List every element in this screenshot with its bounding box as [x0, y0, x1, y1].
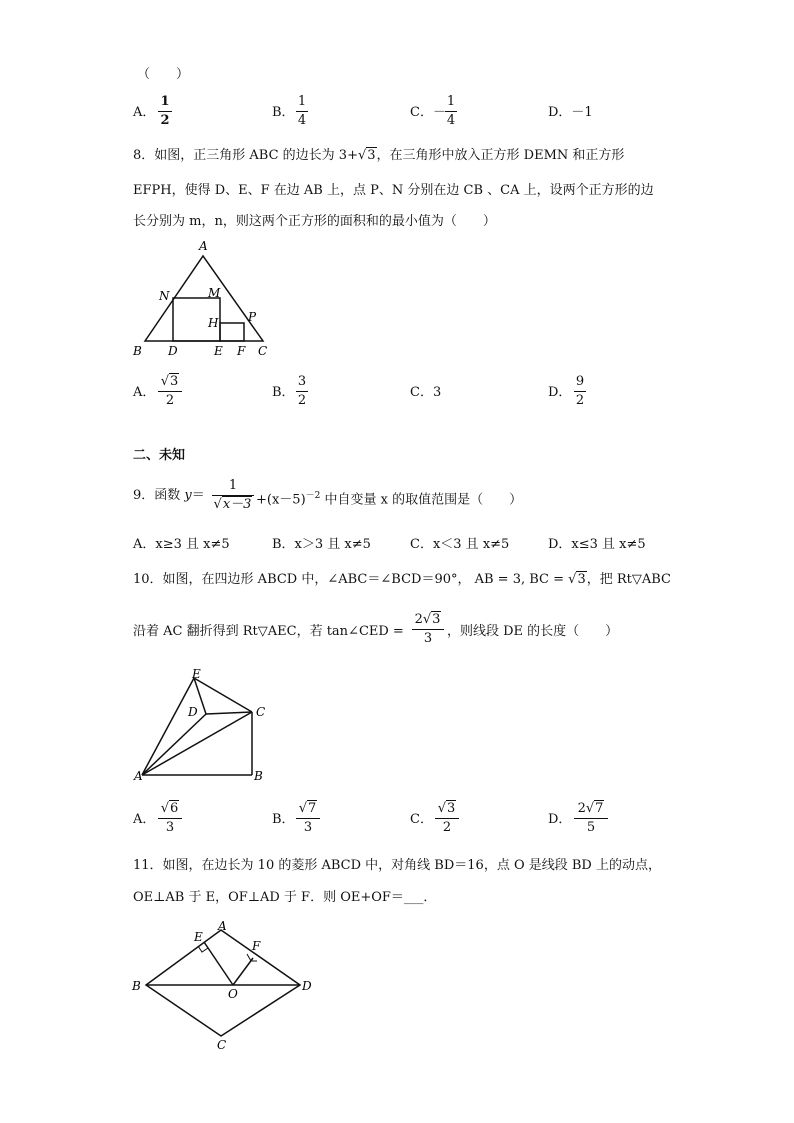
- q10-line1-part2: ，把 Rt▽ABC: [586, 572, 672, 587]
- q11-label-f: F: [252, 939, 261, 953]
- q8-option-a-den: 2: [165, 393, 175, 408]
- q11-line1: 11．如图，在边长为 10 的菱形 ABCD 中，对角线 BD＝16，点 O 是线段 BD 上的动点，: [133, 858, 661, 873]
- q8-option-b-num: 3: [297, 374, 307, 389]
- q7-option-c-num: 1: [446, 94, 456, 109]
- q9-option-b: B．x＞3 且 x≠5: [272, 537, 371, 552]
- q8-figure: [128, 236, 278, 364]
- q8-option-d-fraction: [574, 374, 586, 409]
- q9-den: √x－3: [213, 497, 252, 512]
- q10-option-b-den: 3: [303, 820, 313, 835]
- q10-option-c-label: C．: [410, 812, 433, 827]
- q11-label-c: C: [217, 1038, 227, 1050]
- q10-option-d-den: 5: [586, 820, 596, 835]
- q7-option-a-label: A．: [133, 105, 156, 120]
- q8-label-p: P: [248, 310, 257, 324]
- q9-prefix: [133, 487, 205, 505]
- q10-option-b-sqrt: 7: [308, 801, 317, 816]
- q11-label-b: B: [132, 979, 141, 993]
- q9-y: y: [184, 488, 192, 503]
- q8-label-h: H: [208, 316, 219, 330]
- q10-tan-den: 3: [423, 631, 433, 646]
- q9-den-sqrt: x－3: [222, 497, 252, 512]
- q9-option-d: D．x≤3 且 x≠5: [548, 537, 646, 552]
- q10-option-d-sqrt: 7: [595, 801, 604, 816]
- q9-option-c: C．x＜3 且 x≠5: [410, 537, 510, 552]
- q7-option-a-den: 2: [160, 113, 170, 128]
- q8-option-b-label: B．: [272, 385, 295, 400]
- q10-option-a-fraction: [158, 801, 182, 836]
- q8-line2: EFPH，使得 D、E、F 在边 AB 上，点 P、N 分别在边 CB 、CA 上，设两个正方形的边: [133, 183, 654, 198]
- q10-label-b: B: [254, 769, 263, 783]
- q10-label-e: E: [192, 667, 201, 681]
- q10-tan-fraction: [412, 612, 444, 647]
- q8-label-n: N: [159, 289, 170, 303]
- q10-option-c-num: √3: [437, 801, 456, 816]
- q11-segment-oe: [204, 942, 233, 985]
- q10-option-a-sqrt: 6: [170, 801, 179, 816]
- q10-sqrt-sign: √: [568, 572, 577, 587]
- q8-label-f: F: [237, 344, 246, 358]
- q11-label-a: A: [218, 919, 227, 933]
- q11-segment-of: [233, 958, 253, 985]
- q10-label-a: A: [134, 769, 143, 783]
- q10-option-d-coef: 2: [577, 801, 586, 816]
- q11-rhombus-abcd: [146, 930, 300, 1036]
- q9-num: 1: [228, 478, 238, 493]
- q8-line1-part2: ，在三角形中放入正方形 DEMN 和正方形: [376, 148, 625, 163]
- q10-tan-num-sqrt: 3: [432, 612, 441, 627]
- q8-sqrt-value: 3: [367, 148, 376, 163]
- q7-option-d: D．－1: [548, 105, 593, 120]
- q10-line2-part1: 沿着 AC 翻折得到 Rt▽AEC，若 tan∠CED =: [133, 624, 404, 639]
- q7-option-a-num: 1: [160, 94, 170, 109]
- q7-option-b-num: 1: [297, 94, 307, 109]
- q10-option-b-fraction: [296, 801, 320, 836]
- q10-label-c: C: [256, 705, 266, 719]
- q11-label-d: D: [302, 979, 312, 993]
- q8-option-a-label: A．: [133, 385, 156, 400]
- q10-option-c-den: 2: [442, 820, 452, 835]
- q8-line1-part1: 8．如图，正三角形 ABC 的边长为 3+: [133, 148, 358, 163]
- q10-option-c-sqrt: 3: [447, 801, 456, 816]
- q10-segment-ec: [194, 678, 252, 712]
- q7-option-b-fraction: [296, 94, 308, 129]
- q11-label-e: E: [194, 930, 203, 944]
- q7-option-c-label: C．－: [410, 105, 446, 120]
- q11-label-o: O: [228, 987, 238, 1001]
- q8-label-d: D: [168, 344, 178, 358]
- q8-option-a-num: √3: [160, 374, 179, 389]
- q10-option-c-fraction: [435, 801, 459, 836]
- q8-option-d-den: 2: [575, 393, 585, 408]
- q8-option-b-fraction: [296, 374, 308, 409]
- q9-mid: +(x－5): [256, 492, 306, 508]
- q11-line2: OE⊥AB 于 E，OF⊥AD 于 F．则 OE+OF＝___．: [133, 890, 437, 905]
- q10-option-a-label: A．: [133, 812, 156, 827]
- q9-rest: [256, 487, 522, 509]
- q10-option-b-num: √7: [298, 801, 317, 816]
- q9-option-a: A．x≥3 且 x≠5: [133, 537, 230, 552]
- q7-option-b-den: 4: [297, 113, 307, 128]
- q8-option-a-sqrt: 3: [170, 374, 179, 389]
- q8-option-a-fraction: [158, 374, 182, 409]
- q10-option-a-den: 3: [165, 820, 175, 835]
- q8-option-d-num: 9: [575, 374, 585, 389]
- q10-option-d-num: 2√7: [577, 801, 604, 816]
- q11-figure: [128, 918, 320, 1050]
- q10-option-a-num: √6: [160, 801, 179, 816]
- q10-line1: [133, 571, 671, 589]
- q8-option-b-den: 2: [297, 393, 307, 408]
- q8-line3: 长分别为 m，n，则这两个正方形的面积和的最小值为（ ）: [133, 214, 496, 229]
- q10-option-b-label: B．: [272, 812, 295, 827]
- q8-label-c: C: [258, 344, 268, 358]
- q8-option-c: C．3: [410, 385, 442, 400]
- q10-label-d: D: [188, 705, 198, 719]
- q7-answer-paren: （ ）: [137, 67, 190, 82]
- q7-option-c-den: 4: [446, 113, 456, 128]
- q10-option-d-fraction: [574, 801, 608, 836]
- q7-option-b-label: B．: [272, 105, 295, 120]
- q8-label-e: E: [214, 344, 223, 358]
- q8-label-b: B: [133, 344, 142, 358]
- q8-label-m: M: [208, 286, 221, 300]
- q9-suffix: 中自变量 x 的取值范围是（ ）: [320, 492, 523, 508]
- q10-tan-num-coef: 2: [414, 612, 423, 627]
- q9-fraction: [212, 478, 254, 513]
- q10-option-d-label: D．: [548, 812, 572, 827]
- q7-option-c-fraction: [445, 94, 457, 129]
- q10-tan-num: 2√3: [414, 612, 441, 627]
- q9-eq: ＝: [191, 488, 205, 503]
- q8-option-d-label: D．: [548, 385, 572, 400]
- q10-segment-dc: [206, 712, 252, 714]
- section-heading: 二、未知: [133, 448, 186, 463]
- q8-line1: [133, 147, 624, 165]
- q9-exp: －2: [305, 491, 321, 501]
- q9-prefix-text: 9．函数: [133, 488, 185, 503]
- q8-sqrt-sign: √: [357, 148, 367, 163]
- q10-figure: [130, 664, 275, 786]
- q7-option-a-fraction: [158, 94, 172, 129]
- q10-line2-part2: ，则线段 DE 的长度（ ）: [447, 624, 619, 639]
- q10-sqrt-value: 3: [577, 572, 586, 587]
- q8-label-a: A: [199, 239, 208, 253]
- q10-line1-part1: 10．如图，在四边形 ABCD 中，∠ABC＝∠BCD＝90°， AB = 3, BC =: [133, 572, 569, 587]
- q8-square-efph: [220, 323, 244, 341]
